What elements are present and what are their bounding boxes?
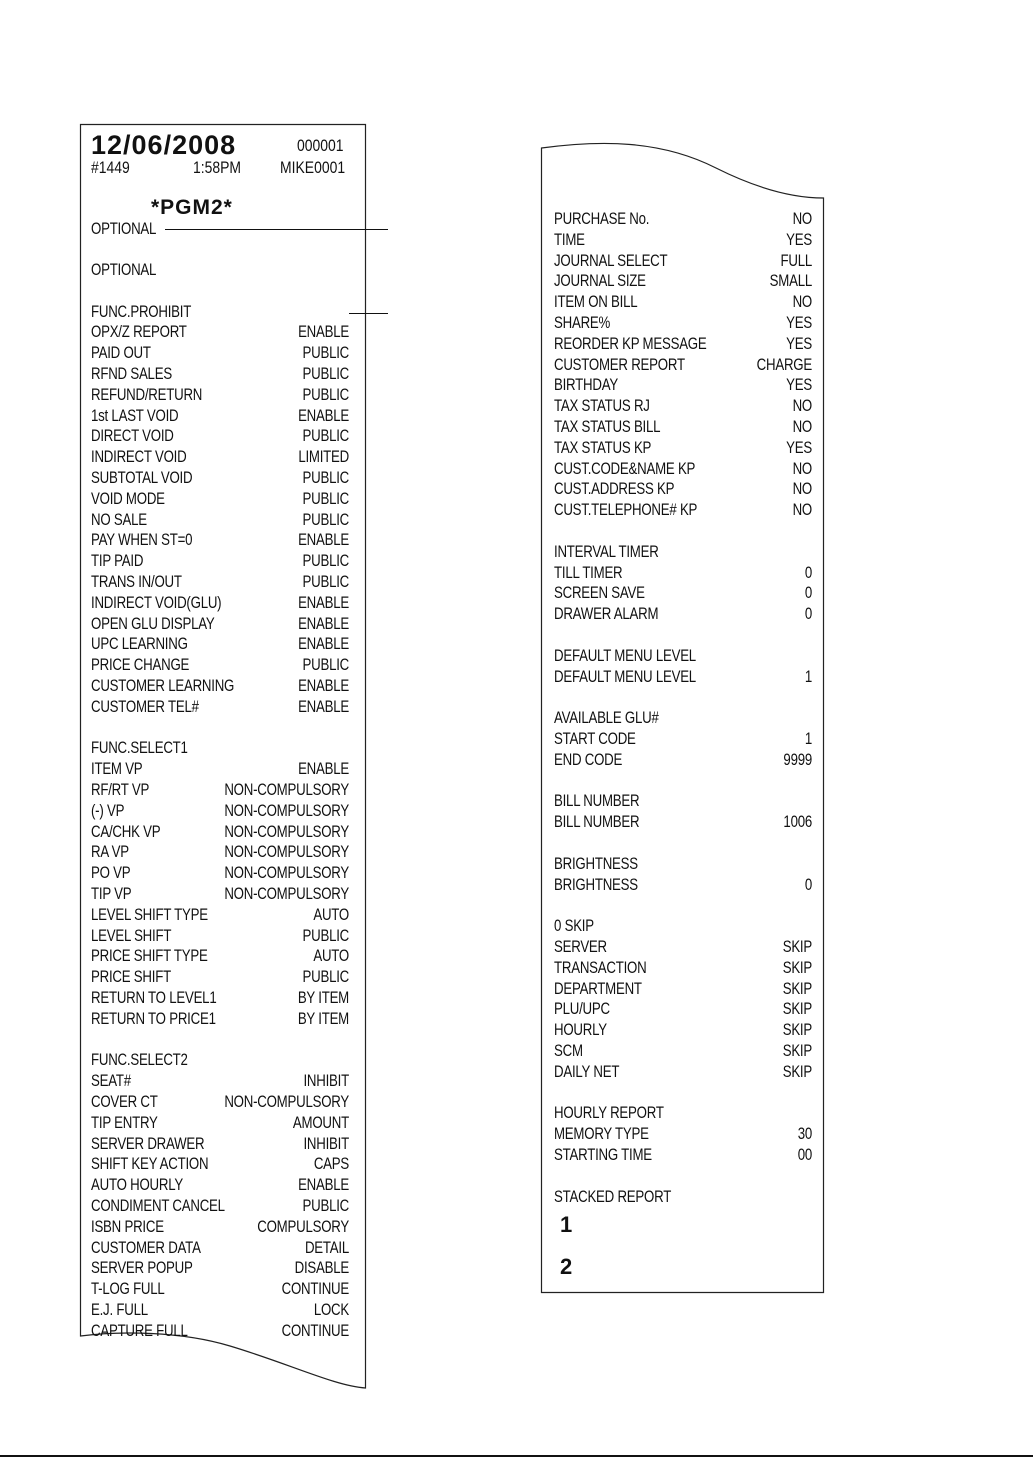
setting-row	[554, 374, 812, 395]
setting-value: ENABLE	[298, 696, 349, 716]
setting-row	[91, 1195, 349, 1216]
setting-row	[554, 478, 812, 499]
setting-value: AMOUNT	[292, 1112, 349, 1132]
setting-label: CA/CHK VP	[91, 821, 161, 841]
setting-value: SKIP	[782, 1041, 812, 1060]
setting-row	[554, 1144, 812, 1165]
setting-value: 1006	[783, 812, 812, 832]
setting-row	[554, 229, 812, 250]
setting-row	[554, 749, 812, 770]
setting-value: NO	[792, 396, 812, 416]
setting-label: BILL NUMBER	[554, 812, 640, 832]
setting-row	[554, 998, 812, 1019]
receipt-time: 1:58PM	[193, 158, 242, 177]
setting-label: CUSTOMER REPORT	[554, 354, 685, 374]
setting-label: COVER CT	[91, 1092, 158, 1111]
setting-value: 0	[804, 583, 812, 603]
setting-row	[554, 562, 812, 583]
setting-label: END CODE	[554, 749, 623, 769]
setting-row	[91, 1091, 349, 1112]
section-header	[91, 301, 349, 322]
setting-value: YES	[786, 313, 812, 332]
setting-label: PRICE SHIFT	[91, 967, 171, 987]
setting-value: NON-COMPULSORY	[224, 1092, 349, 1111]
setting-row	[91, 342, 349, 363]
setting-value: ENABLE	[298, 530, 349, 550]
setting-value: 1	[804, 666, 812, 686]
setting-row	[91, 425, 349, 446]
setting-label: DIRECT VOID	[91, 426, 174, 446]
setting-value: PUBLIC	[302, 426, 349, 446]
section-header-text: FUNC.SELECT1	[91, 738, 188, 758]
setting-row	[91, 613, 349, 634]
setting-row	[554, 499, 812, 520]
setting-value: PUBLIC	[302, 384, 349, 404]
stack-item: 1	[560, 1212, 573, 1237]
setting-row	[91, 550, 349, 571]
setting-value: SKIP	[782, 978, 812, 998]
setting-label: INDIRECT VOID	[91, 447, 187, 467]
setting-value: CONTINUE	[281, 1279, 349, 1299]
setting-value: NON-COMPULSORY	[224, 884, 349, 903]
setting-row	[554, 250, 812, 271]
setting-row	[91, 529, 349, 550]
setting-label: TRANSACTION	[554, 957, 647, 977]
setting-label: RA VP	[91, 842, 129, 862]
setting-value: CHARGE	[756, 354, 812, 374]
setting-row	[91, 1216, 349, 1237]
page-bottom-rule	[0, 1455, 1033, 1457]
section-header	[554, 707, 812, 728]
setting-label: JOURNAL SIZE	[554, 271, 646, 291]
setting-label: OPX/Z REPORT	[91, 322, 187, 342]
setting-value: PUBLIC	[302, 509, 349, 529]
callout-leader-optional	[165, 229, 388, 230]
setting-row	[554, 437, 812, 458]
setting-value: ENABLE	[298, 592, 349, 612]
setting-row	[91, 1008, 349, 1029]
setting-value: NON-COMPULSORY	[224, 842, 349, 862]
setting-label: SEAT#	[91, 1071, 131, 1091]
setting-label: PAID OUT	[91, 343, 151, 363]
setting-label: PO VP	[91, 863, 131, 883]
setting-label: SCREEN SAVE	[554, 583, 645, 603]
setting-label: TAX STATUS RJ	[554, 396, 650, 416]
callout-label-text: OPTIONAL	[91, 219, 157, 238]
setting-value: PUBLIC	[302, 468, 349, 487]
setting-label: RF/RT VP	[91, 780, 150, 799]
setting-label: SERVER POPUP	[91, 1258, 193, 1278]
setting-row	[554, 582, 812, 603]
setting-row	[91, 467, 349, 488]
setting-row	[91, 1257, 349, 1278]
setting-row	[554, 354, 812, 375]
setting-value: SKIP	[782, 1020, 812, 1040]
setting-label: TIP PAID	[91, 551, 144, 571]
setting-value: PUBLIC	[302, 1196, 349, 1215]
setting-label: RETURN TO PRICE1	[91, 1008, 216, 1028]
setting-value: PUBLIC	[302, 343, 349, 363]
setting-label: CAPTURE FULL	[91, 1320, 188, 1340]
setting-value: ENABLE	[298, 405, 349, 425]
setting-row	[91, 925, 349, 946]
setting-label: TAX STATUS BILL	[554, 417, 661, 436]
setting-row	[91, 800, 349, 821]
setting-value: 0	[804, 604, 812, 624]
setting-row	[91, 446, 349, 467]
setting-row	[91, 592, 349, 613]
setting-row	[554, 395, 812, 416]
callout-label	[91, 218, 177, 239]
setting-label: ITEM ON BILL	[554, 292, 638, 312]
program-title: *PGM2*	[151, 196, 233, 219]
receipt-number: 000001	[297, 136, 344, 155]
section-header	[554, 1102, 812, 1123]
setting-value: ENABLE	[298, 613, 349, 633]
section-header-text: INTERVAL TIMER	[554, 541, 659, 561]
setting-row	[91, 1133, 349, 1154]
setting-row	[554, 728, 812, 749]
section-header-text: OPTIONAL	[91, 260, 157, 279]
setting-value: SKIP	[782, 937, 812, 956]
setting-value: 0	[804, 562, 812, 582]
setting-label: TAX STATUS KP	[554, 437, 652, 457]
setting-row	[554, 811, 812, 832]
setting-row	[91, 633, 349, 654]
setting-value: SKIP	[782, 1061, 812, 1081]
setting-row	[554, 603, 812, 624]
left-receipt	[80, 124, 366, 1389]
section-header-text: AVAILABLE GLU#	[554, 708, 659, 728]
section-header-text: BRIGHTNESS	[554, 853, 638, 873]
setting-label: T-LOG FULL	[91, 1279, 165, 1299]
setting-value: 30	[797, 1124, 812, 1144]
setting-label: E.J. FULL	[91, 1300, 148, 1319]
setting-value: PUBLIC	[302, 925, 349, 945]
setting-label: AUTO HOURLY	[91, 1175, 183, 1195]
setting-label: SHARE%	[554, 313, 611, 332]
setting-row	[554, 1019, 812, 1040]
setting-value: NO	[792, 209, 812, 228]
setting-label: DEPARTMENT	[554, 978, 642, 998]
setting-value: DISABLE	[294, 1258, 349, 1278]
setting-row	[554, 666, 812, 687]
setting-row	[91, 509, 349, 530]
section-header	[91, 737, 349, 758]
setting-value: PUBLIC	[302, 551, 349, 571]
setting-row	[91, 321, 349, 342]
receipt-clerk: MIKE0001	[280, 158, 346, 177]
setting-row	[91, 1278, 349, 1299]
setting-value: LOCK	[313, 1300, 349, 1319]
setting-value: NON-COMPULSORY	[224, 821, 349, 841]
setting-row	[91, 363, 349, 384]
setting-value: YES	[786, 333, 812, 353]
setting-label: CUST.TELEPHONE# KP	[554, 500, 698, 520]
section-header-text: BILL NUMBER	[554, 791, 640, 811]
setting-label: CUST.ADDRESS KP	[554, 479, 675, 499]
setting-value: AUTO	[313, 946, 349, 966]
section-header-text: HOURLY REPORT	[554, 1103, 664, 1123]
setting-value: ENABLE	[298, 1175, 349, 1195]
setting-row	[91, 1070, 349, 1091]
setting-label: REORDER KP MESSAGE	[554, 333, 707, 353]
right-receipt	[541, 140, 824, 1293]
setting-value: SMALL	[769, 271, 812, 291]
setting-row	[554, 874, 812, 895]
setting-label: HOURLY	[554, 1020, 607, 1040]
setting-row	[554, 333, 812, 354]
setting-row	[91, 384, 349, 405]
setting-label: SCM	[554, 1041, 583, 1060]
setting-value: NON-COMPULSORY	[224, 863, 349, 883]
setting-label: TIME	[554, 229, 585, 249]
setting-label: SUBTOTAL VOID	[91, 468, 193, 487]
setting-value: PUBLIC	[302, 967, 349, 987]
section-header-text: 0 SKIP	[554, 916, 594, 936]
setting-label: TILL TIMER	[554, 562, 623, 582]
setting-value: 00	[797, 1145, 812, 1164]
section-header	[554, 645, 812, 666]
section-header	[554, 1186, 812, 1207]
setting-row	[554, 957, 812, 978]
section-header-text: FUNC.PROHIBIT	[91, 301, 192, 321]
setting-label: BIRTHDAY	[554, 375, 618, 395]
setting-label: CUSTOMER LEARNING	[91, 676, 235, 695]
setting-row	[91, 904, 349, 925]
setting-row	[91, 1320, 349, 1341]
setting-value: SKIP	[782, 957, 812, 977]
receipt-id: #1449	[91, 158, 130, 177]
setting-row	[554, 270, 812, 291]
setting-label: TRANS IN/OUT	[91, 572, 182, 591]
setting-label: RETURN TO LEVEL1	[91, 988, 217, 1007]
setting-label: SERVER DRAWER	[91, 1133, 205, 1153]
callout-leader-enable	[349, 313, 388, 314]
setting-row	[554, 978, 812, 999]
section-header-text: DEFAULT MENU LEVEL	[554, 645, 696, 665]
setting-row	[91, 405, 349, 426]
setting-row	[91, 987, 349, 1008]
section-header-text: STACKED REPORT	[554, 1186, 672, 1206]
section-header	[91, 1049, 349, 1070]
setting-row	[91, 883, 349, 904]
setting-label: REFUND/RETURN	[91, 384, 203, 404]
setting-value: 9999	[783, 749, 812, 769]
setting-row	[91, 758, 349, 779]
setting-row	[554, 458, 812, 479]
setting-value: ENABLE	[298, 634, 349, 654]
setting-value: ENABLE	[298, 759, 349, 779]
setting-label: 1st LAST VOID	[91, 405, 179, 425]
setting-label: PLU/UPC	[554, 999, 610, 1019]
setting-label: ITEM VP	[91, 759, 143, 779]
setting-value: NO	[792, 500, 812, 520]
setting-row	[554, 416, 812, 437]
setting-value: NON-COMPULSORY	[224, 780, 349, 799]
setting-row	[91, 571, 349, 592]
setting-value: PUBLIC	[302, 655, 349, 675]
setting-label: VOID MODE	[91, 488, 165, 508]
setting-row	[91, 1174, 349, 1195]
setting-label: TIP ENTRY	[91, 1112, 158, 1132]
setting-label: LEVEL SHIFT	[91, 925, 172, 945]
setting-value: 1	[804, 729, 812, 748]
setting-value: YES	[786, 375, 812, 395]
setting-value: BY ITEM	[297, 1008, 349, 1028]
setting-label: RFND SALES	[91, 364, 172, 383]
setting-value: NO	[792, 458, 812, 478]
setting-label: PURCHASE No.	[554, 209, 650, 228]
setting-row	[554, 208, 812, 229]
setting-label: UPC LEARNING	[91, 634, 188, 654]
setting-value: ENABLE	[298, 676, 349, 695]
setting-row	[91, 862, 349, 883]
setting-value: NO	[792, 292, 812, 312]
setting-label: CUSTOMER TEL#	[91, 696, 199, 716]
setting-label: INDIRECT VOID(GLU)	[91, 592, 222, 612]
setting-value: COMPULSORY	[257, 1216, 349, 1236]
setting-label: MEMORY TYPE	[554, 1124, 649, 1144]
setting-value: FULL	[780, 250, 812, 270]
setting-value: YES	[786, 229, 812, 249]
stack-item: 2	[560, 1254, 573, 1279]
setting-value: AUTO	[313, 904, 349, 924]
setting-value: INHIBIT	[303, 1071, 349, 1091]
setting-row	[554, 312, 812, 333]
setting-row	[91, 488, 349, 509]
setting-label: ISBN PRICE	[91, 1216, 164, 1236]
setting-value: DETAIL	[304, 1237, 349, 1257]
setting-label: LEVEL SHIFT TYPE	[91, 904, 208, 924]
setting-row	[554, 1123, 812, 1144]
setting-value: LIMITED	[298, 447, 349, 467]
setting-label: OPEN GLU DISPLAY	[91, 613, 215, 633]
setting-row	[91, 654, 349, 675]
setting-row	[91, 779, 349, 800]
setting-value: NON-COMPULSORY	[224, 800, 349, 820]
section-header	[554, 915, 812, 936]
setting-row	[91, 841, 349, 862]
setting-label: SERVER	[554, 937, 607, 956]
setting-row	[91, 1237, 349, 1258]
setting-value: NO	[792, 417, 812, 436]
setting-row	[91, 696, 349, 717]
setting-row	[91, 945, 349, 966]
setting-row	[554, 1040, 812, 1061]
setting-value: 0	[804, 874, 812, 894]
setting-row	[91, 1153, 349, 1174]
setting-label: CUST.CODE&NAME KP	[554, 458, 696, 478]
setting-label: SHIFT KEY ACTION	[91, 1154, 209, 1174]
section-header	[91, 259, 349, 280]
setting-row	[554, 1061, 812, 1082]
section-header	[554, 790, 812, 811]
setting-row	[91, 966, 349, 987]
setting-label: NO SALE	[91, 509, 147, 529]
setting-label: PAY WHEN ST=0	[91, 530, 193, 550]
setting-value: SKIP	[782, 999, 812, 1019]
section-header	[554, 853, 812, 874]
setting-value: YES	[786, 437, 812, 457]
setting-row	[91, 821, 349, 842]
setting-label: STARTING TIME	[554, 1145, 652, 1164]
setting-label: CUSTOMER DATA	[91, 1237, 201, 1257]
setting-label: DRAWER ALARM	[554, 604, 659, 624]
setting-value: CAPS	[313, 1154, 349, 1174]
setting-row	[91, 1112, 349, 1133]
setting-label: DEFAULT MENU LEVEL	[554, 666, 696, 686]
setting-value: NO	[792, 479, 812, 499]
setting-row	[554, 291, 812, 312]
setting-label: PRICE CHANGE	[91, 655, 190, 675]
setting-label: PRICE SHIFT TYPE	[91, 946, 208, 966]
setting-value: BY ITEM	[297, 988, 349, 1007]
setting-value: PUBLIC	[302, 364, 349, 383]
setting-label: START CODE	[554, 729, 636, 748]
setting-label: (-) VP	[91, 800, 125, 820]
receipt-date: 12/06/2008	[91, 130, 237, 160]
setting-value: PUBLIC	[302, 488, 349, 508]
setting-label: DAILY NET	[554, 1061, 620, 1081]
setting-value: INHIBIT	[303, 1133, 349, 1153]
setting-label: CONDIMENT CANCEL	[91, 1196, 225, 1215]
setting-label: TIP VP	[91, 884, 132, 903]
setting-value: ENABLE	[298, 322, 349, 342]
setting-value: CONTINUE	[281, 1320, 349, 1340]
setting-row	[91, 1299, 349, 1320]
setting-label: BRIGHTNESS	[554, 874, 638, 894]
setting-label: JOURNAL SELECT	[554, 250, 668, 270]
setting-value: PUBLIC	[302, 572, 349, 591]
setting-row	[91, 675, 349, 696]
section-header	[554, 541, 812, 562]
section-header-text: FUNC.SELECT2	[91, 1050, 188, 1070]
setting-row	[554, 936, 812, 957]
